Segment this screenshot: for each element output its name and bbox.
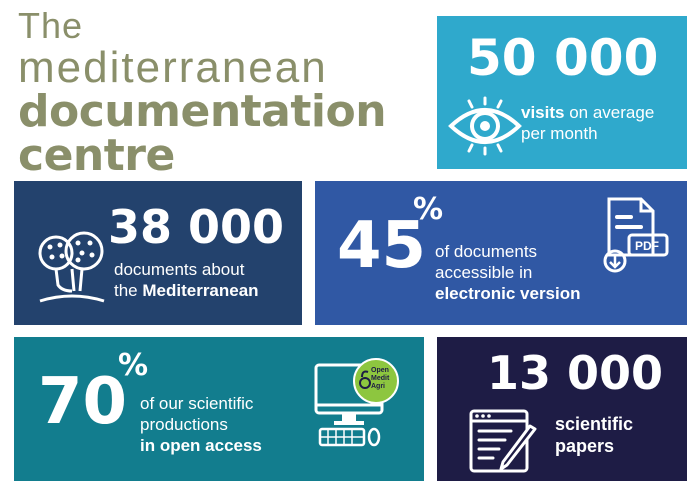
documents-tile: [14, 181, 302, 325]
open-access-line1: of our scientific: [140, 394, 254, 413]
badge-line2: Medit: [371, 375, 390, 382]
visits-text-bold: visits: [521, 103, 565, 122]
olive-tree-icon: [32, 229, 112, 309]
title-line-centre: centre: [18, 130, 175, 181]
electronic-text: [435, 241, 581, 304]
papers-line1: scientific: [555, 414, 634, 434]
electronic-line1: of documents: [435, 242, 538, 261]
electronic-tile: [315, 181, 687, 325]
papers-tile: [437, 337, 687, 481]
open-medit-agri-badge: [371, 367, 389, 391]
visits-text: [521, 102, 654, 144]
visits-tile: [437, 16, 687, 169]
page-title: [18, 5, 418, 181]
pdf-label: PDF: [635, 239, 659, 253]
title-line-the: The: [18, 5, 84, 46]
visits-text-rest: on average: [564, 103, 655, 122]
open-access-percent: %: [118, 348, 149, 383]
electronic-line2: accessible in: [435, 263, 533, 282]
open-access-line3-bold: in open access: [140, 436, 262, 455]
open-access-tile: [14, 337, 424, 481]
papers-line2: papers: [555, 436, 615, 456]
title-line-mediterranean: mediterranean: [18, 43, 328, 92]
pdf-download-icon: [601, 195, 671, 275]
electronic-number: 45: [337, 209, 427, 283]
visits-text-line2: per month: [521, 124, 598, 143]
papers-text: [555, 413, 633, 457]
documents-text: [114, 259, 259, 301]
electronic-line3-bold: electronic version: [435, 284, 581, 303]
document-pen-icon: [467, 407, 541, 475]
badge-line3: Agri: [371, 383, 385, 390]
open-access-text: [140, 393, 262, 456]
open-access-number: 70: [38, 365, 128, 439]
open-access-line2: productions: [140, 415, 228, 434]
visits-number: 50 000: [467, 29, 659, 87]
computer-icon: [310, 355, 406, 451]
documents-line2-prefix: the: [114, 281, 143, 300]
documents-line1: documents about: [114, 260, 245, 279]
electronic-percent: %: [413, 192, 444, 227]
title-line-documentation: documentation: [18, 86, 387, 137]
documents-line2-bold: Mediterranean: [142, 281, 259, 300]
badge-line1: Open: [371, 367, 389, 374]
documents-number: 38 000: [108, 200, 285, 254]
eye-icon: [447, 96, 523, 158]
papers-number: 13 000: [487, 346, 664, 400]
